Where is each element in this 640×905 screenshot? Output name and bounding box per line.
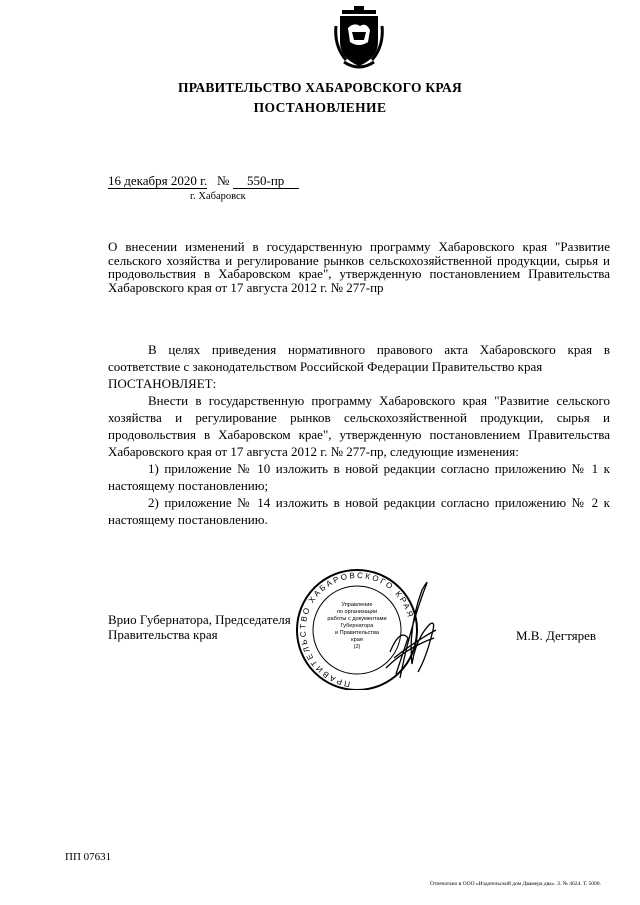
printer-note: Отпечатано в ООО «Издательский дом Двамера два». З. № 4624. Т. 5000.	[430, 881, 601, 887]
stamp-line-7: (2)	[353, 644, 361, 650]
stamp-line-5: и Правительства	[335, 630, 379, 636]
stamp-line-6: края	[351, 637, 363, 643]
item-2-paragraph: 2) приложение № 14 изложить в новой редакции согласно приложению № 2 к настоящему постановлению.	[108, 495, 610, 527]
stamp-ring-text: ПРАВИТЕЛЬСТВО ХАБАРОВСКОГО КРАЯ	[298, 570, 416, 689]
date-number-line	[108, 173, 299, 189]
position-line-2: Правительства края	[108, 627, 218, 642]
signatory-name: М.В. Дегтярев	[516, 628, 597, 643]
item-1-paragraph: 1) приложение № 10 изложить в новой редакции согласно приложению № 1 к настоящему постановлению;	[108, 461, 610, 493]
stamp-line-3: работы с документами	[327, 616, 387, 622]
handwritten-signature	[386, 582, 436, 678]
number-label: №	[216, 173, 230, 188]
document-subject: О внесении изменений в государственную программу Хабаровского края "Развитие сельского хозяйства и регулирование рынков сельскохозяйственной продукции, сырья и продовольствия в Хабаровском крае", утвержденную постановлением Правительства Хабаровского края от 17 августа 2012 г. № 277-пр	[108, 239, 610, 295]
main-clause-paragraph: Внести в государственную программу Хабаровского края "Развитие сельского хозяйства и регулирование рынков сельскохозяйственной продукции, сырья и продовольствия в Хабаровском крае", утвержденную постановлением Правительства Хабаровского края от 17 августа 2012 г. № 277-пр, следующие изменения:	[108, 393, 610, 459]
city: г. Хабаровск	[190, 191, 246, 202]
coat-of-arms-emblem	[334, 6, 384, 72]
government-title: ПРАВИТЕЛЬСТВО ХАБАРОВСКОГО КРАЯ	[178, 80, 462, 95]
document-type: ПОСТАНОВЛЕНИЕ	[253, 100, 387, 115]
document-body	[108, 341, 610, 528]
document-code: ПП 07631	[65, 851, 112, 863]
position-line-1: Врио Губернатора, Председателя	[108, 612, 291, 627]
stamp-line-1: Управление	[341, 602, 373, 608]
signatory-position	[108, 612, 291, 642]
official-stamp	[290, 568, 440, 690]
stamp-line-2: по организации	[336, 609, 378, 615]
preamble-paragraph: В целях приведения нормативного правового акта Хабаровского края в соответствие с законодательством Российской Федерации Правительство края	[108, 342, 610, 374]
document-date: 16 декабря 2020 г.	[108, 173, 208, 188]
stamp-line-4: Губернатора	[340, 623, 374, 629]
decree-word: ПОСТАНОВЛЯЕТ:	[108, 376, 217, 391]
document-number: 550-пр	[233, 174, 299, 189]
